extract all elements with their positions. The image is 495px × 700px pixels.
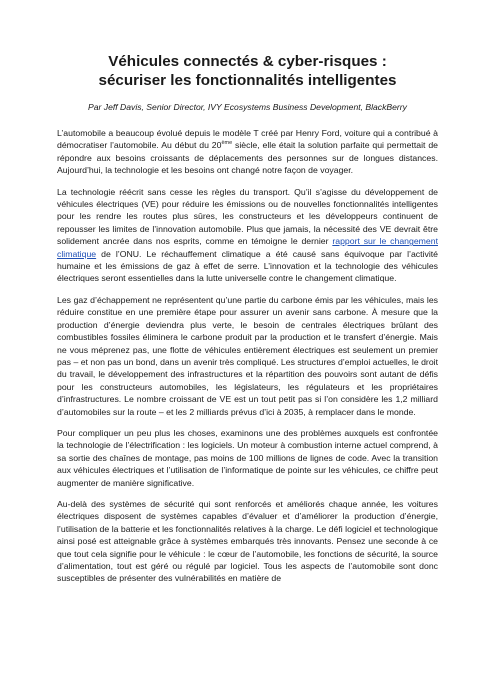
article-byline: Par Jeff Davis, Senior Director, IVY Ecosystems Business Development, BlackBerry [88,102,407,112]
climate-report-link[interactable]: rapport sur le changement climatique [57,236,438,259]
paragraph-1-superscript: ème [221,140,233,147]
paragraph-2-text-a: La technologie réécrit sans cesse les règles du transport. Qu’il s’agisse du développement de véhicules électriques (VE) pour réduire les émissions ou de nouvelles fonctionnalités intelligentes pour les rendre les routes plus sûres, les constructeurs et les développeurs continuent de repousser les limites de l’innovation automobile. Plus que jamais, la nécessité des VE devrait être solidement ancrée dans nos esprits, comme en témoigne le dernier [57,186,438,247]
paragraph-2 [57,186,438,285]
paragraph-1 [57,127,438,177]
paragraph-1-text-b: siècle, elle était la solution parfaite qui permettait de répondre aux besoins croissants de déplacements des personnes sur de longues distances. Aujourd’hui, la technologie et les besoins ont changé notre façon de voyager. [57,140,438,176]
paragraph-4: Pour compliquer un peu plus les choses, examinons une des problèmes auxquels est confrontée la technologie de l’électrification : les logiciels. Un moteur à combustion interne actuel comprend, à sa sortie des chaînes de montage, pas moins de 100 millions de lignes de code. Avec la transition aux véhicules électriques et l’utilisation de l’informatique de pointe sur les véhicules, ce chiffre peut augmenter de manière significative. [57,427,438,488]
paragraph-5: Au-delà des systèmes de sécurité qui sont renforcés et améliorés chaque année, les voitures électriques disposent de systèmes capables d’évaluer et d’améliorer la production d’énergie, l’utilisation de la batterie et les fonctionnalités relatives à la charge. Le défi logiciel et technologique ainsi posé est atteignable grâce à systèmes embarqués très innovants. Pensez une seconde à ce que tout cela signifie pour le véhicule : le cœur de l’automobile, les fonctions de sécurité, la source d’alimentation, tout est géré ou régulé par logiciel. Tous les aspects de l’automobile sont donc susceptibles de présenter des vulnérabilités en matière de [57,498,438,584]
paragraph-2-text-b: de l’ONU. Le réchauffement climatique a été causé sans équivoque par l’activité humaine et les émissions de gaz à effet de serre. L’innovation et la technologie des véhicules électriques seront essentielles dans la lutte universelle contre le changement climatique. [57,248,438,284]
title-line-1: Véhicules connectés & cyber-risques : [108,53,387,70]
paragraph-1-text-a: L’automobile a beaucoup évolué depuis le modèle T créé par Henry Ford, voiture qui a contribué à démocratiser l’automobile. Au début du 20 [57,128,438,151]
title-line-2: sécuriser les fonctionnalités intelligentes [98,72,397,89]
paragraph-3: Les gaz d’échappement ne représentent qu’une partie du carbone émis par les véhicules, mais les réduire constitue en une première étape pour assurer un avenir sans carbone. À mesure que la production d’énergie deviendra plus verte, le besoin de centrales électriques brûlant des combustibles fossiles éliminera le carbone produit par la production et le transfert d’énergie. Mais ne vous méprenez pas, une flotte de véhicules entièrement électriques est seulement un premier pas – et non pas un bond, dans un avenir très compliqué. Les structures d’emploi actuelles, le droit du travail, le développement des infrastructures et la répartition des pouvoirs sont autant de défis pour les constructeurs automobiles, les législateurs, les régulateurs et les propriétaires d’infrastructures. Le nombre croissant de VE est un tout petit pas si l’on considère les 1,2 milliard d’automobiles sur la route – et les 2 milliards prévus d’ici à 2035, à remplacer dans le monde. [57,294,438,417]
article-title [57,52,438,90]
